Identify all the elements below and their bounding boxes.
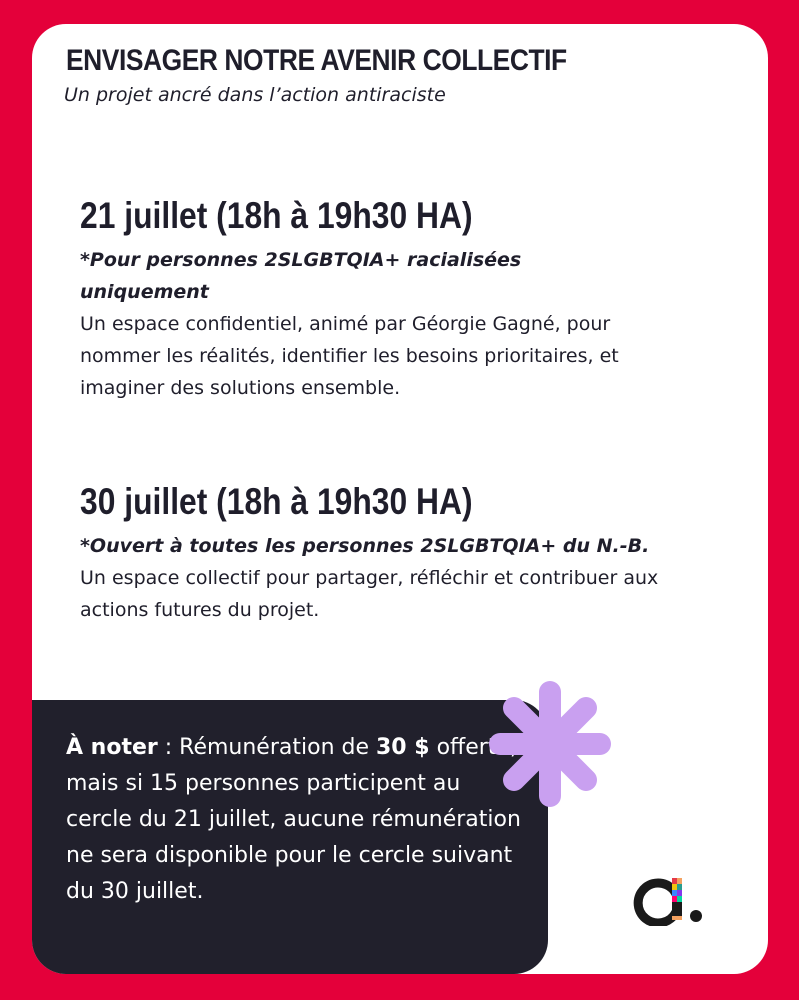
event-date: 30 juillet (18h à 19h30 HA) [80,481,473,522]
asterisk-icon [486,680,614,808]
event-description: Un espace collectif pour partager, réfléchir et contribuer aux actions futures du projet. [80,567,659,621]
page-subtitle: Un projet ancré dans l’action antiraciste [64,84,446,106]
note-separator: : [157,735,180,760]
event-description: Un espace confidentiel, animé par Géorgie Gagné, pour nommer les réalités, identifier les besoins prioritaires, et imaginer des solutions ensemble. [80,313,619,399]
page-title: ENVISAGER NOTRE AVENIR COLLECTIF [66,44,567,77]
note-amount: 30 $ [376,735,430,760]
note-text [66,730,526,910]
event-block [80,192,760,404]
note-text-after: offerte, mais si 15 personnes participent au cercle du 21 juillet, aucune rémunération ne sera disponible pour le cercle suivant du 30 juillet. [66,735,521,904]
event-audience: *Pour personnes 2SLGBTQIA+ racialisées uniquement [80,249,522,303]
event-audience: *Ouvert à toutes les personnes 2SLGBTQIA+ du N.-B. [80,535,650,557]
note-label: À noter [66,735,158,760]
note-text-before: Rémunération de [179,735,376,760]
event-date: 21 juillet (18h à 19h30 HA) [80,195,473,236]
logo-icon [630,874,706,926]
event-block [80,478,760,626]
note-box [32,700,548,974]
